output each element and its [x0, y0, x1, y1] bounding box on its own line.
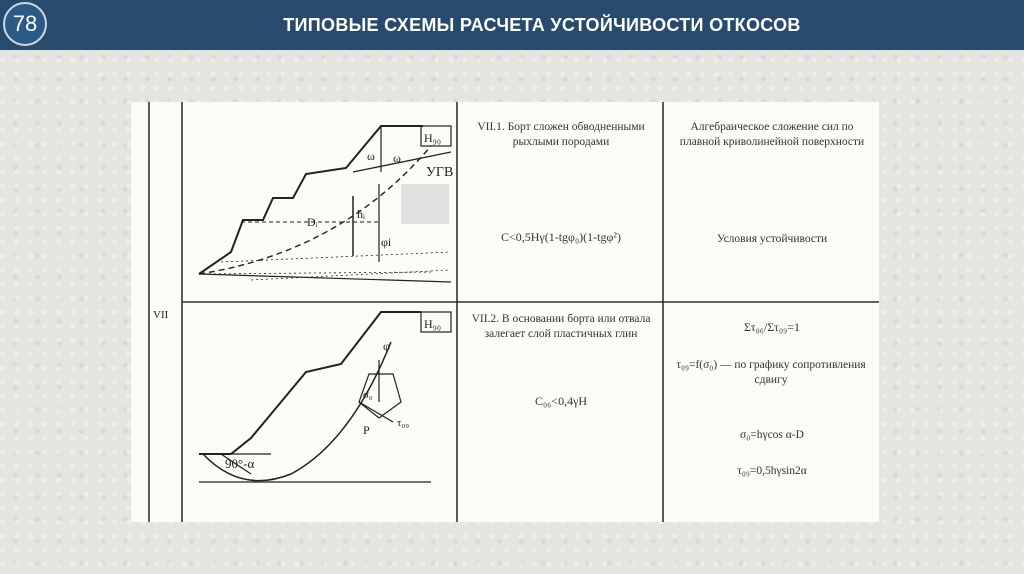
layer-line: [221, 252, 451, 262]
stability-condition: Условия устойчивости: [716, 233, 828, 245]
tau-formula: τ₀₉=0,5hγsin2α: [737, 465, 807, 477]
label-omega: ω: [367, 149, 375, 163]
slide-number-badge: 78: [3, 2, 47, 46]
row-label: VII: [153, 309, 169, 321]
slope-profile-2: [199, 312, 421, 454]
label-ugv: УГВ: [426, 165, 454, 180]
label-h-top: H₉₀: [424, 131, 442, 145]
sum-formula: Στ₀₆/Στ₀₉=1: [743, 320, 800, 334]
label-d: Dᵢ: [307, 215, 318, 229]
label-p: P: [363, 423, 370, 437]
label-angle: 90°-α: [225, 456, 255, 471]
label-h-bottom: H₉₀: [424, 317, 442, 331]
slope-profile: [199, 126, 423, 274]
slip-surface: [199, 146, 431, 274]
label-omega-2: ω: [393, 151, 401, 165]
label-phi-2: φ: [383, 339, 390, 353]
groundwater-hatch: [401, 184, 449, 224]
slide-title: ТИПОВЫЕ СХЕМЫ РАСЧЕТА УСТОЙЧИВОСТИ ОТКОСОВ: [283, 14, 801, 35]
base-line: [199, 274, 451, 282]
label-phi: φi: [381, 235, 392, 249]
title-bar: [0, 0, 1024, 50]
label-tau: τ₀₉: [397, 417, 410, 429]
method-text: Алгебраическое сложение сил по плавной криволинейной поверхности: [679, 121, 865, 148]
case-1-formula: C<0,5Hγ(1-tgφ₀)(1-tgφ²): [500, 230, 622, 244]
label-sigma: σ₀: [363, 389, 373, 401]
scanned-table-figure: [131, 102, 879, 522]
case-2-text: VII.2. В основании борта или отвала залегает слой пластичных глин: [471, 313, 651, 340]
graph-text: τ₀₉=f(σ₀) — по графику сопротивления сдвигу: [676, 359, 866, 386]
case-1-text: VII.1. Борт сложен обводненными рыхлыми породами: [477, 121, 645, 148]
sigma-formula: σ₀=hγcos α-D: [740, 429, 804, 441]
label-h: hᵢ: [357, 207, 365, 221]
case-2-formula: C₀₆<0,4γH: [534, 394, 588, 408]
